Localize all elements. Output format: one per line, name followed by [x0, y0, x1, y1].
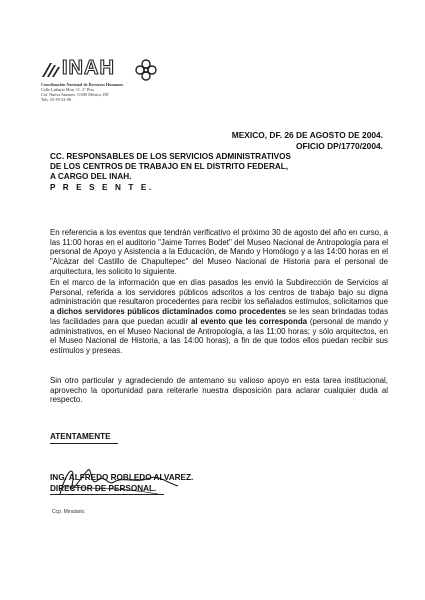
emblem-icon	[134, 58, 158, 82]
closing-atentamente: ATENTAMENTE	[50, 432, 111, 441]
date-block	[232, 130, 383, 152]
addressee-block	[50, 152, 390, 193]
org-name: Coordinación Nacional de Recursos Humanos	[41, 82, 124, 87]
letter-reference: OFICIO DP/1770/2004.	[295, 141, 383, 151]
paragraph-emphasis: a dichos servidores públicos dictaminados como procedentes	[50, 307, 287, 317]
signer-name: ING. ALFREDO ROBLEDO ALVAREZ.	[50, 473, 194, 482]
addressee-line: DE LOS CENTROS DE TRABAJO EN EL DISTRITO FEDERAL,	[50, 162, 289, 172]
underline	[50, 443, 118, 444]
addressee-presente: P R E S E N T E.	[50, 182, 154, 192]
address-line: Tels. 55-59-32-00	[41, 97, 71, 102]
letter-date: MEXICO, DF. 26 DE AGOSTO DE 2004.	[231, 130, 383, 140]
body-paragraph-1: En referencia a los eventos que tendrán verificativo el próximo 30 de agosto del año en curso, a las 11:00 horas en el auditorio "Jaime Torres Bodet" del Museo Nacional de Antropología para el personal de Apoyo y Asistencia a la Educación, de Mando y Homólogo y a las 14:00 horas en el "Alcázar del Castillo de Chapultepec" del Museo Nacional de Historia para el personal de arquitectura, les solicito lo siguiente.	[50, 228, 388, 276]
inah-logo-icon	[40, 61, 64, 79]
address-line: Col. Nueva Anzures, 11590 México, DF.	[41, 92, 110, 97]
addressee-line: A CARGO DEL INAH.	[50, 172, 132, 182]
letterhead-info	[41, 82, 151, 102]
paragraph-text: En el marco de la información que en días pasados les envió la Subdirección de Servicios al Personal, referida a los servidores públicos adscritos a los centros de trabajo bajo su digna administración que resultaron procedentes para recibir los señalados estímulos, solicitamos que	[50, 278, 388, 307]
signer-block	[50, 472, 193, 494]
ccp-note: Ccp. Minutario.	[52, 509, 86, 515]
paragraph-text: (personal de mando y administrativos, en el Museo Nacional de Antropología, a las 11:00 horas; y sólo arquitectos, en el Museo Nacional de Historia, a las 14:00 horas), a fin de que todos ellos puedan recibir sus estímulos y preseas.	[50, 316, 389, 355]
address-line: Calle Liabaria Mon. 11, 2° Piso	[41, 87, 95, 92]
body-paragraph-3: Sin otro particular y agradeciendo de antemano su valioso apoyo en esta tarea institucional, aprovecho la oportunidad para reiterarle nuestra disposición para aclarar cualquier duda al respecto.	[50, 376, 388, 405]
paragraph-text: se les sean brindadas todas las facilidades para que puedan acudir	[50, 307, 389, 326]
signature-line	[50, 494, 164, 495]
inah-logo-text: INAH	[62, 57, 115, 79]
signer-title: DIRECTOR DE PERSONAL.	[50, 484, 157, 493]
body-paragraph-2	[50, 278, 388, 356]
addressee-line: CC. RESPONSABLES DE LOS SERVICIOS ADMINISTRATIVOS	[50, 152, 291, 161]
paragraph-emphasis: al evento que les corresponda	[191, 316, 308, 326]
